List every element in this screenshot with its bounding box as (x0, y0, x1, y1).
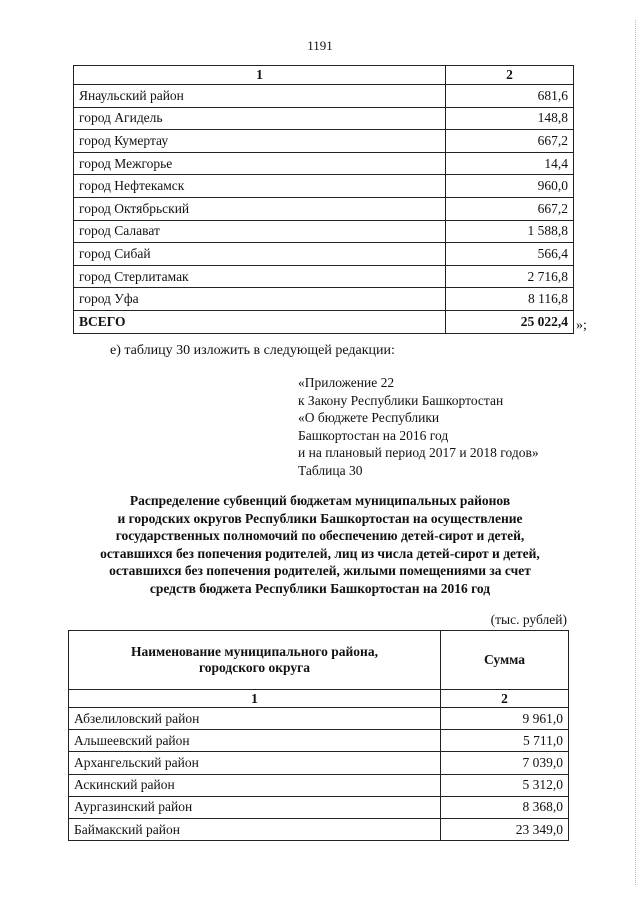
table-row (74, 130, 574, 153)
district-name: город Уфа (74, 288, 446, 311)
appendix-line: к Закону Республики Башкортостан (298, 392, 504, 408)
column-index-2: 2 (446, 66, 574, 85)
total-label: ВСЕГО (74, 310, 446, 333)
table-row (74, 85, 574, 108)
district-name: город Сибай (74, 243, 446, 266)
appendix-line: Башкортостан на 2016 год (298, 427, 449, 443)
column-index-1: 1 (74, 66, 446, 85)
table-row (74, 107, 574, 130)
district-name: город Кумертау (74, 130, 446, 153)
amount-value: 148,8 (446, 107, 574, 130)
table-row (69, 818, 569, 840)
table-index-row (69, 690, 569, 708)
closing-quote: »; (576, 318, 587, 333)
subsidy-table-continued (73, 65, 574, 334)
district-name: город Октябрьский (74, 197, 446, 220)
total-row (74, 310, 574, 333)
units-label: (тыс. рублей) (490, 612, 567, 627)
table-row (74, 175, 574, 198)
district-name: Архангельский район (69, 752, 441, 774)
column-header-amount: Сумма (441, 631, 569, 690)
appendix-reference (298, 374, 539, 479)
total-value: 25 022,4 (446, 310, 574, 333)
amount-value: 5 711,0 (441, 730, 569, 752)
title-line: средств бюджета Республики Башкортостан на 2016 год (149, 580, 491, 596)
amount-value: 7 039,0 (441, 752, 569, 774)
amount-value: 681,6 (446, 85, 574, 108)
amount-value: 23 349,0 (441, 818, 569, 840)
title-line: государственных полномочий по обеспечению детей-сирот и детей, (115, 528, 525, 544)
amount-value: 566,4 (446, 243, 574, 266)
district-name: город Салават (74, 220, 446, 243)
column-index-2: 2 (441, 690, 569, 708)
table-row (74, 265, 574, 288)
table-row (74, 152, 574, 175)
amount-value: 667,2 (446, 130, 574, 153)
appendix-line: и на плановый период 2017 и 2018 годов» (298, 445, 539, 460)
table-row (74, 197, 574, 220)
district-name: Аскинский район (69, 774, 441, 796)
district-name: Аургазинский район (69, 796, 441, 818)
district-name: город Межгорье (74, 152, 446, 175)
amount-value: 8 368,0 (441, 796, 569, 818)
amount-value: 9 961,0 (441, 708, 569, 730)
amount-value: 960,0 (446, 175, 574, 198)
amount-value: 2 716,8 (446, 265, 574, 288)
table-row (69, 752, 569, 774)
amount-value: 14,4 (446, 152, 574, 175)
subsidy-table-30 (68, 630, 569, 841)
document-title (60, 492, 580, 598)
amount-value: 5 312,0 (441, 774, 569, 796)
table-row (69, 774, 569, 796)
column-index-1: 1 (69, 690, 441, 708)
table-header-row (69, 631, 569, 690)
district-name: Альшеевский район (69, 730, 441, 752)
table-row (69, 708, 569, 730)
page-number: 1191 (307, 38, 333, 53)
district-name: Абзелиловский район (69, 708, 441, 730)
appendix-line: «О бюджете Республики (298, 410, 440, 425)
title-line: оставшихся без попечения родителей, жилыми помещениями за счет (109, 563, 531, 579)
title-line: и городских округов Республики Башкортостан на осуществление (117, 510, 523, 526)
table-label: Таблица 30 (298, 462, 363, 478)
amount-value: 1 588,8 (446, 220, 574, 243)
table-row (69, 796, 569, 818)
appendix-line: «Приложение 22 (298, 375, 395, 390)
district-name: Янаульский район (74, 85, 446, 108)
amendment-instruction: е) таблицу 30 изложить в следующей редакции: (110, 343, 395, 358)
table-row (74, 288, 574, 311)
column-header-district: Наименование муниципального района, городского округа (69, 631, 441, 690)
table-index-row (74, 66, 574, 85)
district-name: город Нефтекамск (74, 175, 446, 198)
district-name: город Агидель (74, 107, 446, 130)
scan-edge-divider (635, 20, 636, 885)
amount-value: 8 116,8 (446, 288, 574, 311)
title-line: Распределение субвенций бюджетам муниципальных районов (129, 493, 511, 508)
district-name: Баймакский район (69, 818, 441, 840)
amount-value: 667,2 (446, 197, 574, 220)
title-line: оставшихся без попечения родителей, лиц из числа детей-сирот и детей, (100, 545, 540, 561)
table-row (74, 243, 574, 266)
district-name: город Стерлитамак (74, 265, 446, 288)
table-row (69, 730, 569, 752)
table-row (74, 220, 574, 243)
